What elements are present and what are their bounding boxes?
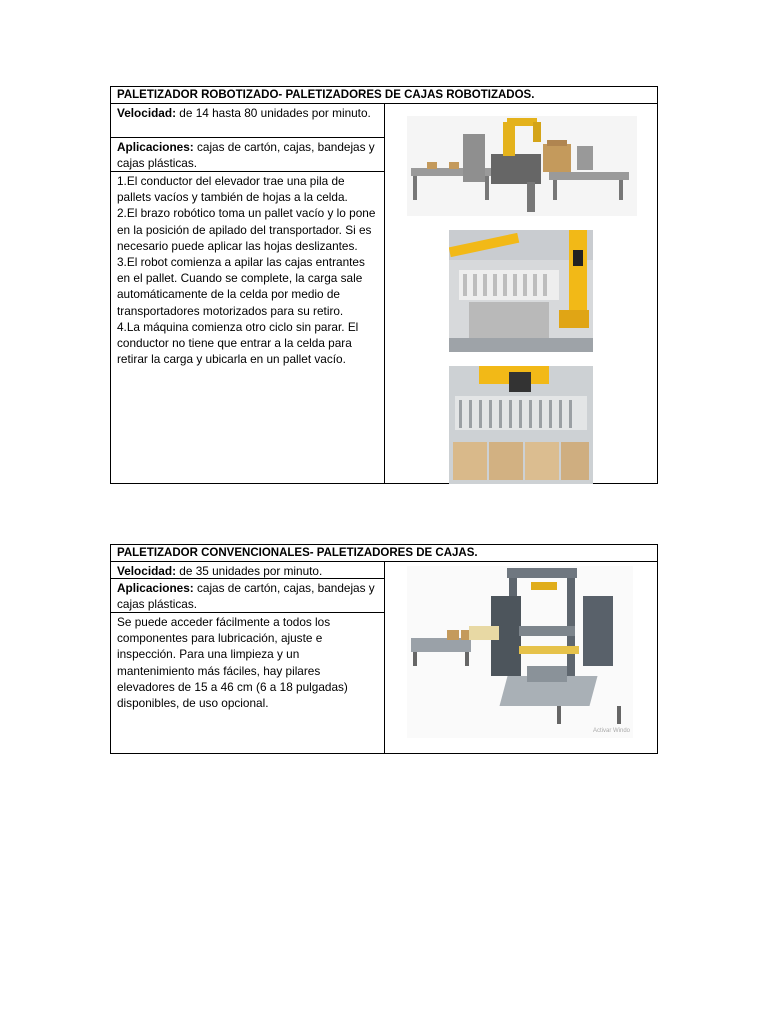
step-1: 1.El conductor del elevador trae una pila de pallets vacíos y también de hojas a la celda. (117, 174, 348, 205)
speed-label: Velocidad: (117, 106, 177, 120)
steps-cell (111, 172, 384, 369)
description-cell (111, 613, 384, 713)
applications-value: cajas de cartón, cajas, bandejas y cajas plásticas. (117, 581, 375, 612)
section-title: PALETIZADOR ROBOTIZADO- PALETIZADORES DE CAJAS ROBOTIZADOS. (111, 87, 657, 104)
speed-label: Velocidad: (117, 564, 177, 578)
speed-value: de 35 unidades por minuto. (176, 564, 323, 578)
watermark-text: Activar Windo (593, 728, 631, 734)
step-3: 3.El robot comienza a apilar las cajas entrantes en el pallet. Cuando se complete, la carga sale automáticamente de la celda por medio de transportadores motorizados para su retiro. (117, 255, 365, 318)
speed-cell (111, 104, 384, 138)
robot-stacking-boxes-photo (449, 366, 593, 484)
applications-value: cajas de cartón, cajas, bandejas y cajas plásticas. (117, 140, 375, 171)
spec-column (111, 104, 385, 483)
conventional-palletizer-table (110, 544, 658, 754)
description-text: Se puede acceder fácilmente a todos los componentes para lubricación, ajuste e inspección. Para una limpieza y un mantenimiento más fáciles, hay pilares elevadores de 15 a 46 cm (6 a 18 pulgadas) disponibles, de uso opcional. (117, 615, 348, 711)
section-title: PALETIZADOR CONVENCIONALES- PALETIZADORES DE CAJAS. (111, 545, 657, 562)
photo-column (385, 562, 657, 753)
robotic-cell-photo (407, 116, 637, 216)
applications-label: Aplicaciones: (117, 581, 194, 595)
robotic-palletizer-table (110, 86, 658, 484)
speed-value: de 14 hasta 80 unidades por minuto. (176, 106, 371, 120)
spec-column (111, 562, 385, 753)
robot-arm-pallets-photo (449, 230, 593, 352)
applications-cell (111, 138, 384, 172)
applications-label: Aplicaciones: (117, 140, 194, 154)
applications-cell (111, 579, 384, 613)
conventional-palletizer-photo (407, 566, 633, 738)
photo-column (385, 104, 657, 483)
step-2: 2.El brazo robótico toma un pallet vacío y lo pone en la posición de apilado del transportador. Si es necesario puede aplicar las hojas deslizantes. (117, 206, 376, 253)
speed-cell (111, 562, 384, 579)
step-4: 4.La máquina comienza otro ciclo sin parar. El conductor no tiene que entrar a la celda para retirar la carga y ubicarla en un pallet vacío. (117, 319, 359, 367)
